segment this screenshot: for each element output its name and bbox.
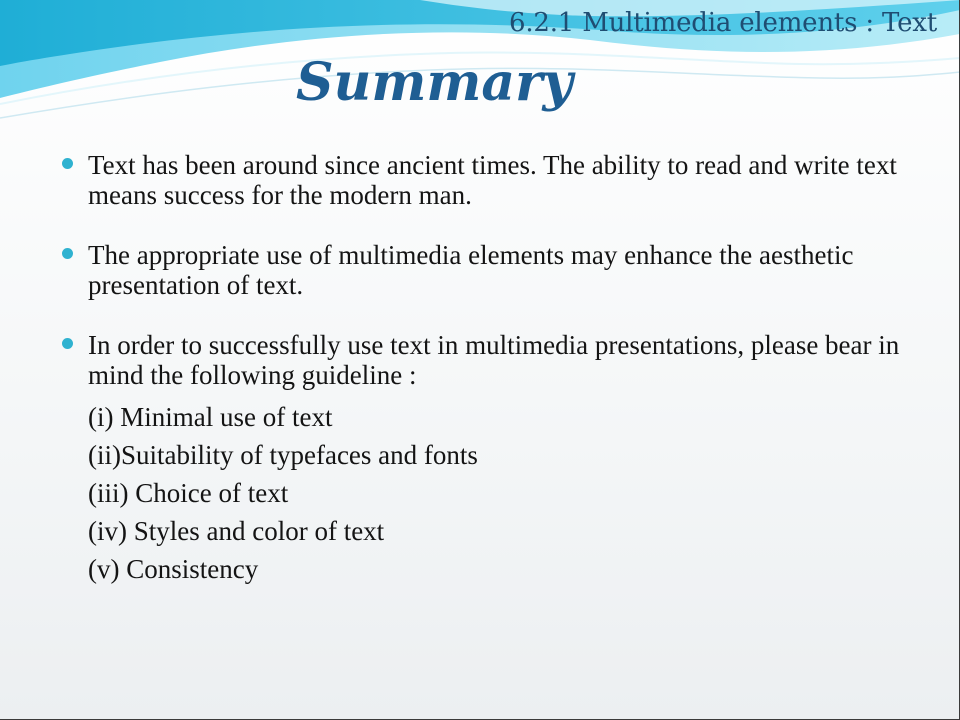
bullet-text: Text has been around since ancient times. The ability to read and write text means success for the modern man. xyxy=(88,150,897,210)
guideline-item: (iii) Choice of text xyxy=(88,478,289,508)
guideline-item: (ii)Suitability of typefaces and fonts xyxy=(88,440,478,470)
bullet-text: In order to successfully use text in multimedia presentations, please bear in mind the following guideline : xyxy=(88,330,900,390)
bullet-item xyxy=(60,240,930,300)
bullet-dot-icon xyxy=(62,158,73,169)
guideline-item: (iv) Styles and color of text xyxy=(88,516,385,546)
bullet-item xyxy=(60,330,930,588)
guideline-item: (i) Minimal use of text xyxy=(88,402,333,432)
guideline-list xyxy=(88,398,930,588)
bullet-text: The appropriate use of multimedia elements may enhance the aesthetic presentation of text. xyxy=(88,240,854,300)
guideline-item: (v) Consistency xyxy=(88,554,259,584)
bullet-dot-icon xyxy=(62,338,73,349)
summary-bullet-list xyxy=(60,150,930,618)
bullet-dot-icon xyxy=(62,248,73,259)
topic-title: 6.2.1 Multimedia elements : Text xyxy=(508,8,937,38)
page-title: Summary xyxy=(296,52,573,113)
bullet-item xyxy=(60,150,930,210)
